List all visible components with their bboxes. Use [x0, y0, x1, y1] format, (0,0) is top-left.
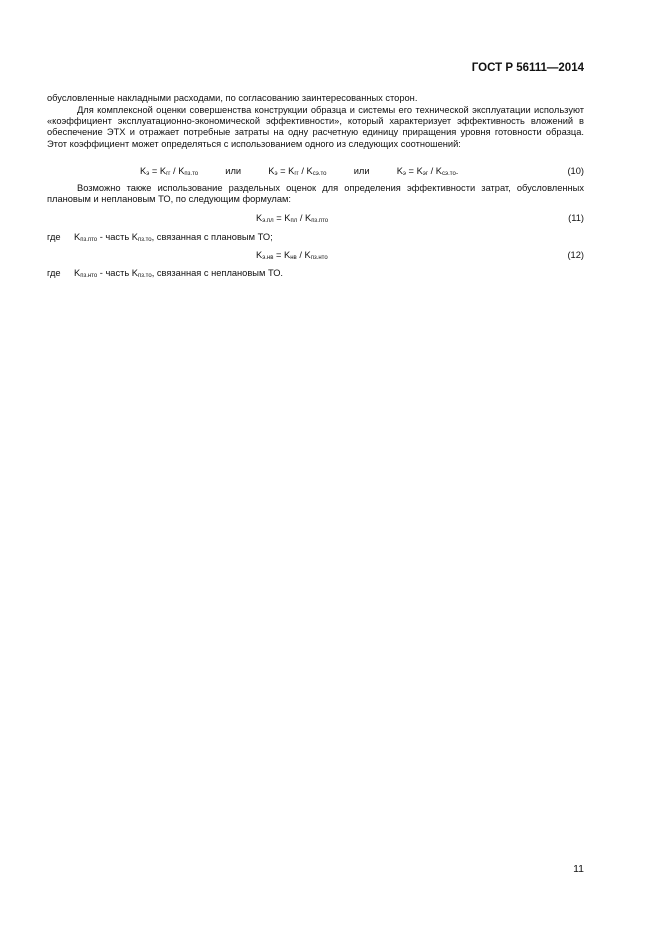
paragraph-efficiency-coefficient: Для комплексной оценки совершенства конструкции образца и системы его технической эксплуатации используют «коэффициент эксплуатационно-экономической эффективности», который характеризует эффективность вложений в обеспечение ЭТХ и отражает потребные затраты на одну расчетную единицу приращения уровня готовности образца. Этот коэффициент может определяться с использованием одного из следующих соотношений:: [47, 105, 584, 149]
formula-10-or-1: или: [225, 166, 242, 176]
paragraph-continuation: обусловленные накладными расходами, по согласованию заинтересованных сторон.: [47, 93, 418, 103]
where-clause-unplanned: где $K_{пз.нто}$ - часть $K_{пз.то}$, связанная с неплановым ТО.: [47, 268, 284, 279]
where-clause-planned: где $K_{пз.пто}$ - часть $K_{пз.то}$, связанная с плановым ТО;: [47, 232, 273, 243]
paragraph-separate-estimates: Возможно также использование раздельных оценок для определения эффективности затрат, обусловленных плановым и неплановым ТО, по следующим формулам:: [47, 183, 584, 205]
formula-11-number: (11): [568, 213, 584, 223]
page-number: 11: [573, 863, 584, 875]
formula-10-part-3: $K_э = K_{эг} / K_{сэ.то}$.: [396, 166, 459, 177]
formula-12: $K_{э.нв} = K_{нв} / K_{пз.нто}$: [256, 250, 328, 261]
formula-10-part-1: $K_э = K_{гг} / K_{пз.то}$: [140, 166, 199, 177]
formula-10: [140, 166, 458, 177]
formula-10-number: (10): [567, 166, 584, 176]
document-header-standard-id: ГОСТ Р 56111—2014: [471, 62, 584, 74]
formula-10-part-2: $K_э = K_{гг} / K_{сэ.то}$: [268, 166, 327, 177]
formula-11: $K_{э.пл} = K_{пл} / K_{пз.пто}$: [256, 213, 329, 224]
formula-12-number: (12): [567, 250, 584, 260]
formula-10-or-2: или: [353, 166, 370, 176]
